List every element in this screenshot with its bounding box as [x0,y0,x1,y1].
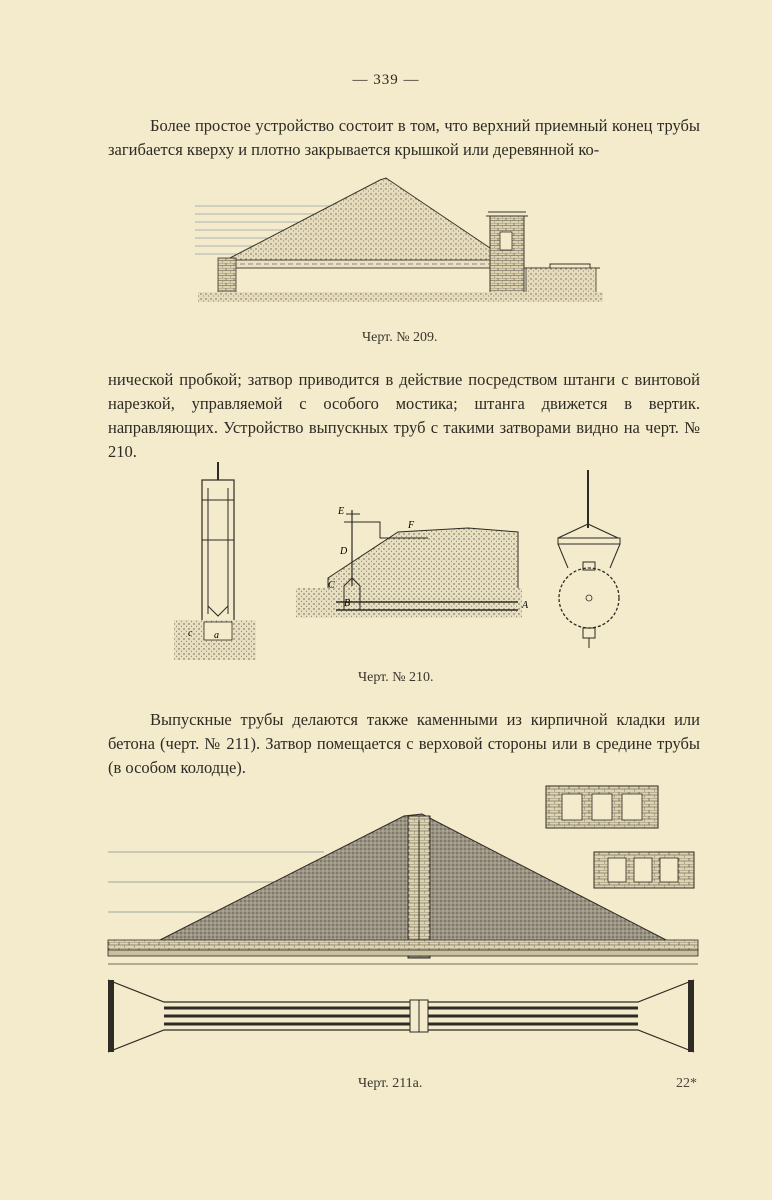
figure-210-outlet-gates [168,458,638,666]
signature-mark: 22* [676,1076,697,1091]
fig210-gate-detail [558,470,620,648]
fig211a-culvert-plan [108,980,694,1052]
fig210-label-B: B [344,598,351,609]
paragraph-1-text: Более простое устройство состоит в том, что верхний приемный конец трубы загибается кверху и плотно закрывается крышкой или деревянной ко- [108,116,700,159]
figure-211a-masonry-culvert [104,780,704,1070]
fig210-gate-shaft [174,462,256,660]
fig210-label-C: C [328,580,335,591]
figure-210-caption: Черт. № 210. [358,670,434,685]
fig210-label-A: A [522,600,529,611]
fig210-label-E: E [338,506,345,517]
paragraph-3-text: Выпускные трубы делаются также каменными из кирпичной кладки или бетона (черт. № 211). Затвор помещается с верховой стороны или в средине трубы (в особом колодце). [108,710,700,777]
fig210-label-F: F [408,520,415,531]
page-number: — 339 — [352,72,420,88]
figure-209-dam-with-outlet-tower [190,168,620,320]
fig210-label-a: a [214,630,219,641]
paragraph-2: нической пробкой; затвор приводится в действие посредством штанги с винтовой нарезкой, управляемой с особого мостика; штанга движется в вертик. направляющих. Устройство выпускных труб с такими затворами видно на черт. № 210. [108,370,700,461]
fig211-cross-section-top [546,786,658,828]
fig211-cross-section-bottom [594,852,694,888]
figure-209-caption: Черт. № 209. [362,330,438,345]
paragraph-1 [108,114,700,162]
fig210-label-c: c [188,628,193,639]
figure-211a-caption: Черт. 211a. [358,1076,423,1091]
paragraph-3 [108,708,700,780]
fig210-embankment-section [296,506,529,618]
fig210-label-D: D [340,546,348,557]
